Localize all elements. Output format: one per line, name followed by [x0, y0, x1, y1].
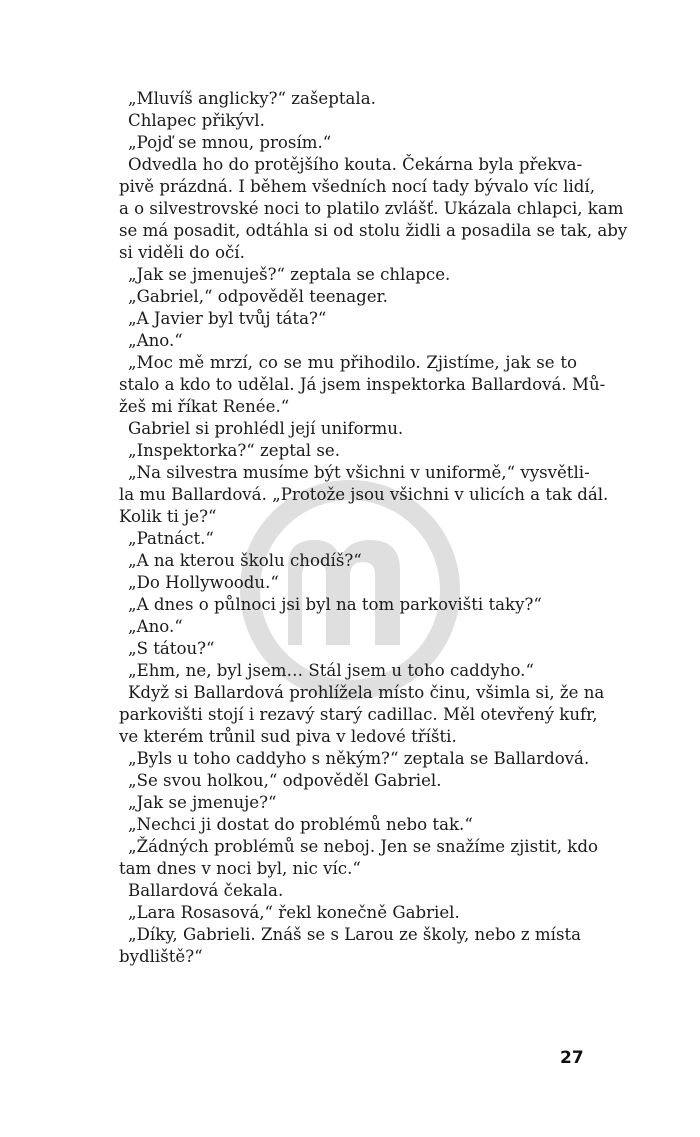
text-line: „Gabriel,“ odpověděl teenager. [128, 287, 388, 306]
text-line: bydliště?“ [119, 947, 203, 966]
text-line: „Nechci ji dostat do problémů nebo tak.“ [128, 815, 473, 834]
text-line: la mu Ballardová. „Protože jsou všichni v ulicích a tak dál. [119, 485, 609, 504]
text-line: si viděli do očí. [119, 243, 245, 262]
text-line: „A dnes o půlnoci jsi byl na tom parkovišti taky?“ [128, 595, 542, 614]
text-line: „Ano.“ [128, 617, 183, 636]
text-line: se má posadit, odtáhla si od stolu židli a posadila se tak, aby [119, 221, 628, 240]
text-line: tam dnes v noci byl, nic víc.“ [119, 859, 361, 878]
text-line: „S tátou?“ [128, 639, 215, 658]
text-line: pivě prázdná. I během všedních nocí tady bývalo víc lidí, [119, 177, 596, 196]
text-line: „Inspektorka?“ zeptal se. [128, 441, 340, 460]
text-line: Odvedla ho do protějšího kouta. Čekárna byla překva- [128, 155, 583, 174]
text-line: Když si Ballardová prohlížela místo činu, všimla si, že na [128, 683, 605, 702]
text-line: „Jak se jmenuješ?“ zeptala se chlapce. [128, 265, 451, 284]
text-line: „Moc mě mrzí, co se mu přihodilo. Zjistíme, jak se to [128, 353, 577, 372]
text-line: „A na kterou školu chodíš?“ [128, 551, 362, 570]
text-line: „Lara Rosasová,“ řekl konečně Gabriel. [128, 903, 460, 922]
text-line: žeš mi říkat Renée.“ [119, 397, 290, 416]
text-line: „Ehm, ne, byl jsem… Stál jsem u toho caddyho.“ [128, 661, 534, 680]
text-line: „Do Hollywoodu.“ [128, 573, 279, 592]
text-line: „Žádných problémů se neboj. Jen se snažíme zjistit, kdo [128, 837, 598, 856]
text-line: parkovišti stojí i rezavý starý cadillac. Měl otevřený kufr, [119, 705, 598, 724]
text-line: Kolik ti je?“ [119, 507, 217, 526]
text-line: Gabriel si prohlédl její uniformu. [128, 419, 404, 438]
text-line: „Díky, Gabrieli. Znáš se s Larou ze školy, nebo z místa [128, 925, 582, 944]
text-line: a o silvestrovské noci to platilo zvlášť. Ukázala chlapci, kam [119, 199, 624, 218]
text-line: „Mluvíš anglicky?“ zašeptala. [128, 89, 376, 108]
text-line: „Se svou holkou,“ odpověděl Gabriel. [128, 771, 442, 790]
text-line: Ballardová čekala. [128, 881, 284, 900]
text-line: ve kterém trůnil sud piva v ledové tříšti. [119, 727, 457, 746]
text-line: „Jak se jmenuje?“ [128, 793, 277, 812]
text-line: „Byls u toho caddyho s někým?“ zeptala se Ballardová. [128, 749, 590, 768]
text-line: „A Javier byl tvůj táta?“ [128, 309, 327, 328]
text-line: „Ano.“ [128, 331, 183, 350]
text-line: „Na silvestra musíme být všichni v uniformě,“ vysvětli- [128, 463, 590, 482]
text-line: stalo a kdo to udělal. Já jsem inspektorka Ballardová. Mů- [119, 375, 606, 394]
text-line: Chlapec přikývl. [128, 111, 265, 130]
page-number: 27 [560, 1048, 584, 1068]
text-line: „Patnáct.“ [128, 529, 214, 548]
text-line: „Pojď se mnou, prosím.“ [128, 133, 332, 152]
